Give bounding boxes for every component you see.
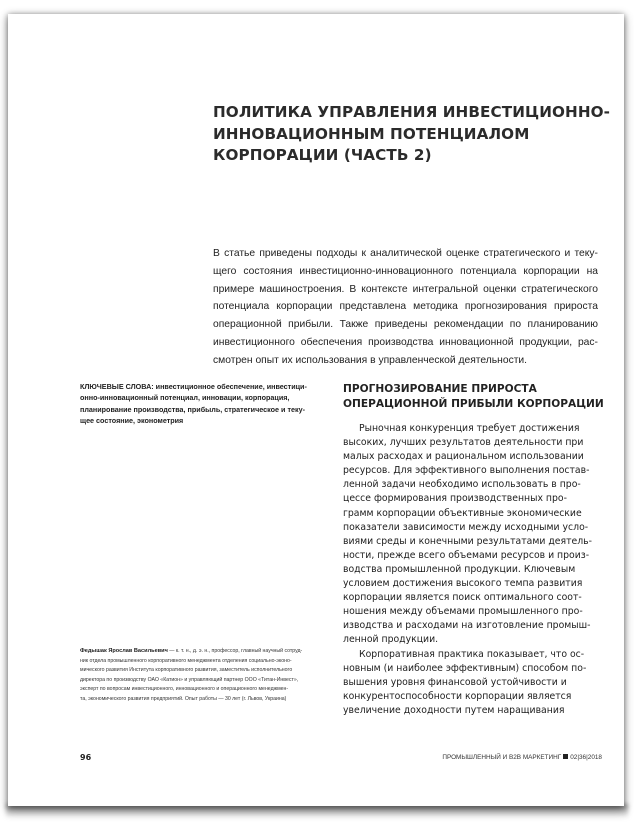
body-line: увеличение доходности путем наращивания <box>343 704 565 716</box>
article-abstract <box>213 245 598 370</box>
keywords-line: планирование производства, прибыль, стратегическое и теку- <box>80 404 305 414</box>
article-title-line: ПОЛИТИКА УПРАВЛЕНИЯ ИНВЕСТИЦИОННО- <box>213 103 611 121</box>
author-first-line <box>80 647 330 657</box>
journal-page <box>8 14 624 806</box>
author-bio-line: эксперт по вопросам инвестиционного, инновационного и операционного менеджмен- <box>80 686 289 693</box>
section-heading-line: ОПЕРАЦИОННОЙ ПРИБЫЛИ КОРПОРАЦИИ <box>343 397 604 410</box>
body-line: Рыночная конкуренция требует достижения <box>359 423 580 434</box>
page-shadow <box>6 804 628 818</box>
article-title-line: КОРПОРАЦИИ (ЧАСТЬ 2) <box>213 146 432 164</box>
body-line: водства промышленной продукции. Ключевым <box>343 563 576 575</box>
keywords-block <box>80 381 325 427</box>
page-number: 96 <box>80 753 92 762</box>
body-line: условием достижения высокого темпа развития <box>343 578 583 590</box>
journal-issue: 02|36|2018 <box>570 754 602 761</box>
author-bio-line: директора по производству ОАО «Катион» и управляющий партнер ООО «Титан-Инвест», <box>80 676 299 683</box>
author-bio-line: та, экономического развития предприятий. Опыт работы — 30 лет (г. Львов, Украина) <box>80 695 287 702</box>
abstract-line: В статье приведены подходы к аналитической оценке стратегического и теку- <box>213 248 598 259</box>
article-title <box>213 102 611 167</box>
body-line: грамм корпорации объективные экономические <box>343 507 582 519</box>
abstract-line: щего состояния инвестиционно-инновационного потенциала корпорации на <box>213 265 598 277</box>
abstract-line: смотрен опыт их использования в управленческой деятельности. <box>213 354 528 366</box>
body-line: новным (и наиболее эффективным) способом по- <box>343 662 587 674</box>
keywords-line: щее состояние, эконометрия <box>80 416 184 426</box>
body-line: вышения уровня финансовой устойчивости и <box>343 676 567 688</box>
square-bullet-icon <box>563 754 568 759</box>
body-line: ности, прежде всего объемами ресурсов и произ- <box>343 549 590 561</box>
journal-name: ПРОМЫШЛЕННЫЙ И B2B МАРКЕТИНГ <box>442 754 562 761</box>
body-line: показатели зависимости между исходными усло- <box>343 521 589 533</box>
body-line: Корпоративная практика показывает, что ос- <box>359 648 585 660</box>
body-line: высоких, лучших результатов деятельности при <box>343 437 584 449</box>
body-line: виями среды и конечными результатами деятель- <box>343 535 592 547</box>
author-bio-line: мического развития Института корпоративного развития, заместитель исполнительного <box>80 667 293 674</box>
body-line: малых расходах и рациональном использовании <box>343 451 584 463</box>
author-bio-line: ник отдела промышленного корпоративного менеджмента отделения социально-эконо- <box>80 657 292 664</box>
abstract-line: операционной прибыли. Также приведены рекомендации по планированию <box>213 319 598 331</box>
body-line: ресурсов. Для эффективного выполнения постав- <box>343 465 590 477</box>
body-line: ленной задачи необходимо использовать в про- <box>343 479 581 491</box>
body-line: корпорации является поиск оптимального соот- <box>343 592 582 604</box>
keywords-line: КЛЮЧЕВЫЕ СЛОВА: инвестиционное обеспечение, инвестици- <box>80 382 307 391</box>
author-name: Федышак Ярослав Васильевич <box>80 648 168 654</box>
journal-footer <box>442 754 602 761</box>
article-title-line: ИННОВАЦИОННЫМ ПОТЕНЦИАЛОМ <box>213 124 530 143</box>
section-heading <box>343 382 603 412</box>
body-line: ленной продукции. <box>343 634 439 646</box>
body-line: конкурентоспособности корпорации является <box>343 690 572 702</box>
abstract-line: примере машиностроения. В контексте интегральной оценки стратегического <box>213 283 598 295</box>
body-line: цессе формирования производственных про- <box>343 493 567 505</box>
keywords-line: онно-инновационный потенциал, инновации, корпорация, <box>80 393 290 403</box>
abstract-line: потенциала корпорации представлена методика прогнозирования прироста <box>213 301 598 313</box>
author-info <box>80 647 330 705</box>
body-line: изводства и расходами на изготовление промыш- <box>343 620 591 632</box>
article-body <box>343 422 605 718</box>
abstract-line: инвестиционного обеспечения производства инновационной продукции, рас- <box>213 336 598 348</box>
author-bio-first: — к. т. н., д. э. н., профессор, главный научный сотруд- <box>167 648 303 654</box>
body-line: ношения между объемами промышленного про- <box>343 606 583 618</box>
section-heading-line: ПРОГНОЗИРОВАНИЕ ПРИРОСТА <box>343 383 537 395</box>
